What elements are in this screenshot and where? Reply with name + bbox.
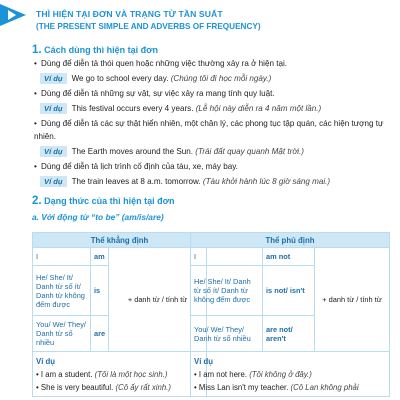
complement-cell: + danh từ / tính từ: [315, 248, 390, 352]
usage-text: Dùng để diễn tả các sự thật hiển nhiên, một chân lý, các phong tục tập quán, các hiện tượng tự nhiên.: [34, 119, 384, 141]
usage-example: [40, 146, 304, 157]
complement-cell: + danh từ / tính từ: [109, 248, 207, 352]
example-line: • I am a student. (Tôi là một học sinh.): [36, 370, 168, 379]
example-line: • She is very beautiful. (Cô ấy rất xinh.): [36, 383, 171, 392]
example-en: The train leaves at 8 a.m. tomorrow.: [71, 177, 201, 186]
negative-header: Thể phủ định: [191, 233, 390, 248]
example-tag: Ví dụ: [40, 103, 67, 114]
lesson-title: THÌ HIỆN TẠI ĐƠN VÀ TRẠNG TỪ TẦN SUẤT: [36, 9, 223, 19]
usage-example: [40, 73, 271, 84]
usage-item: • Dùng để diễn tả những sự vật, sự việc xảy ra mang tính quy luật.: [34, 89, 275, 98]
verb-cell: am: [91, 248, 109, 266]
usage-text: Dùng để diễn tả lịch trình cố định của tàu, xe, máy bay.: [41, 162, 238, 171]
example-vi: (Tàu khởi hành lúc 8 giờ sáng mai.): [202, 177, 331, 186]
section1-title: Cách dùng thì hiện tại đơn: [44, 45, 159, 55]
lesson-header: [0, 0, 400, 40]
play-badge-icon: [0, 2, 26, 28]
section2-number: 2.: [32, 195, 42, 207]
usage-example: [40, 176, 330, 187]
subject-cell: I: [33, 248, 91, 266]
example-vi: (Lễ hội này diễn ra 4 năm một lần.): [195, 104, 322, 113]
example-line: • I am not here. (Tôi không ở đây.): [194, 370, 312, 379]
negative-table: [190, 232, 390, 397]
example-head: Ví dụ: [194, 357, 214, 366]
example-head: Ví dụ: [36, 357, 56, 366]
example-line: • Miss Lan isn't my teacher. (Cô Lan không phải: [194, 383, 359, 392]
section1-heading: [32, 44, 158, 56]
example-tag: Ví dụ: [40, 73, 67, 84]
section1-number: 1.: [32, 44, 42, 56]
lesson-subtitle: (THE PRESENT SIMPLE AND ADVERBS OF FREQUENCY): [36, 22, 261, 31]
section2-heading: [32, 195, 175, 207]
affirmative-examples: [33, 352, 207, 397]
example-vi: (Chúng tôi đi học mỗi ngày.): [170, 74, 272, 83]
example-en: We go to school every day.: [71, 74, 169, 83]
verb-cell: are not/ aren't: [263, 316, 315, 352]
verb-cell: is not/ isn't: [263, 266, 315, 316]
usage-item: • Dùng để diễn tả các sự thật hiển nhiên, một chân lý, các phong tục tập quán, các hiện tượng tự nhiên.: [34, 119, 384, 141]
example-tag: Ví dụ: [40, 176, 67, 187]
usage-text: Dùng để diễn tả thói quen hoặc những việc thường xảy ra ở hiện tại.: [41, 59, 287, 68]
verb-cell: are: [91, 316, 109, 352]
usage-text: Dùng để diễn tả những sự vật, sự việc xảy ra mang tính quy luật.: [41, 89, 275, 98]
usage-example: [40, 103, 321, 114]
subject-cell: He/ She/ It/ Danh từ số ít/ Danh từ không đếm được: [33, 266, 91, 316]
subject-cell: You/ We/ They/ Danh từ số nhiều: [191, 316, 263, 352]
negative-examples: [191, 352, 390, 397]
subject-cell: You/ We/ They/ Danh từ số nhiều: [33, 316, 91, 352]
subject-cell: I: [191, 248, 263, 266]
example-en: The Earth moves around the Sun.: [71, 147, 194, 156]
example-en: This festival occurs every 4 years.: [71, 104, 194, 113]
example-vi: (Trái đất quay quanh Mặt trời.): [195, 147, 304, 156]
affirmative-header: Thể khẳng định: [33, 233, 207, 248]
subject-cell: He/ She/ It/ Danh từ số ít/ Danh từ không đếm được: [191, 266, 263, 316]
verb-cell: am not: [263, 248, 315, 266]
usage-item: • Dùng để diễn tả thói quen hoặc những việc thường xảy ra ở hiện tại.: [34, 59, 287, 68]
section2-title: Dạng thức của thì hiện tại đơn: [44, 196, 175, 206]
section2-subtitle: a. Với động từ “to be” (am/is/are): [32, 212, 164, 222]
verb-cell: is: [91, 266, 109, 316]
usage-item: • Dùng để diễn tả lịch trình cố định của tàu, xe, máy bay.: [34, 162, 238, 171]
example-tag: Ví dụ: [40, 146, 67, 157]
affirmative-table: [32, 232, 207, 397]
